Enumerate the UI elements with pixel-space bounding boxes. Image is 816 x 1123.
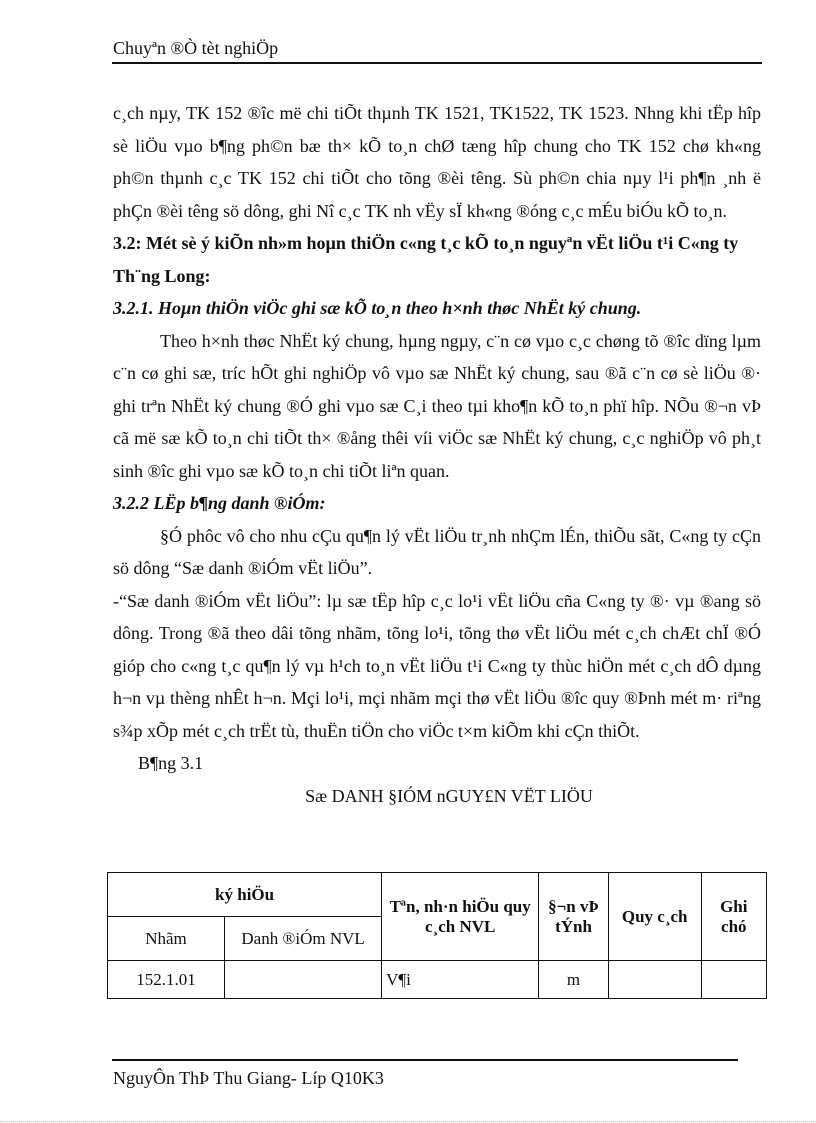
header-ten-nvl: Tªn, nh·n hiÖu quy c¸ch NVL: [382, 873, 539, 961]
section-heading-3-2-2: 3.2.2 LËp b¶ng danh ®iÓm:: [113, 493, 326, 513]
section-heading-3-2: 3.2: Mét sè ý kiÕn nh»m hoµn thiÖn c«ng t¸c kÕ to¸n nguyªn vËt liÖu t¹i C«ng ty Th¨ng Long:: [113, 233, 739, 286]
cell-nhom: 152.1.01: [108, 961, 225, 999]
cell-ghi-chu: [701, 961, 766, 999]
table-label: B¶ng 3.1: [138, 753, 204, 773]
section-heading-3-2-1: 3.2.1. Hoµn thiÖn viÖc ghi sæ kÕ to¸n theo h×nh thøc NhËt ký chung.: [113, 298, 642, 318]
paragraph-catalog-definition: -“Sæ danh ®iÓm vËt liÖu”: lµ sæ tËp hîp c¸c lo¹i vËt liÖu cña C«ng ty ®· vµ ®ang sö dông. Trong ®ã theo dâi tõng nhãm, tõng lo¹i, tõng thø vËt liÖu mét c¸ch chÆt chÏ ®Ó gióp cho c«ng t¸c qu¶n lý vµ h¹ch to¸n vËt liÖu t¹i C«ng ty thùc hiÖn mét c¸ch dÔ dµng h¬n vµ thèng nhÊt h¬n. Mçi lo¹i, mçi nhãm mçi thø vËt liÖu ®îc quy ®Þnh mét m· riªng s¾p xÕp mét c¸ch trËt tù, thuËn tiÖn cho viÖc t×m kiÕm khi cÇn thiÕt.: [113, 590, 761, 741]
table-row: [108, 961, 767, 999]
header-ky-hieu: ký hiÖu: [108, 873, 382, 917]
cell-danh-diem: [225, 961, 382, 999]
document-body: [113, 97, 761, 812]
cell-don-vi: m: [539, 961, 609, 999]
page-header: Chuyªn ®Ò tèt nghiÖp: [113, 38, 279, 58]
header-quy-cach: Quy c¸ch: [608, 873, 701, 961]
cell-quy-cach: [608, 961, 701, 999]
footer-divider: [112, 1059, 738, 1061]
header-don-vi: §¬n vÞ tÝnh: [539, 873, 609, 961]
page-bottom-edge: [0, 1121, 816, 1122]
header-ghi-chu: Ghi chó: [701, 873, 766, 961]
header-nhom: Nhãm: [108, 917, 225, 961]
cell-ten: V¶i: [382, 961, 539, 999]
paragraph-intro: c¸ch nµy, TK 152 ®îc më chi tiÕt thµnh TK 1521, TK1522, TK 1523. Nhng khi tËp hîp sè liÖu vµo b¶ng ph©n bæ th× kÕ to¸n chØ tæng hîp chung cho TK 152 chø kh«ng ph©n thµnh c¸c TK 152 chi tiÕt cho tõng ®èi têng. Sù ph©n chia nµy l¹i ph¶n ¸nh ë phÇn ®èi têng sö dông, ghi Nî c¸c TK nh vËy sÏ kh«ng ®óng c¸c mÉu biÓu kÕ to¸n.: [113, 103, 761, 221]
page-footer: NguyÔn ThÞ Thu Giang- Líp Q10K3: [113, 1068, 384, 1088]
header-divider: [112, 62, 762, 64]
header-danh-diem: Danh ®iÓm NVL: [225, 917, 382, 961]
material-catalog-table: [107, 872, 767, 999]
paragraph-journal: Theo h×nh thøc NhËt ký chung, hµng ngµy, c¨n cø vµo c¸c chøng tõ ®îc dïng lµm c¨n cø ghi sæ, tríc hÕt ghi nghiÖp vô vµo sæ NhËt ký chung, sau ®ã c¨n cø sè liÖu ®· ghi trªn NhËt ký chung ®Ó ghi vµo sæ C¸i theo tµi kho¶n kÕ to¸n phï hîp. NÕu ®¬n vÞ cã më sæ kÕ to¸n chi tiÕt th× ®ång thêi víi viÖc sæ NhËt ký chung, c¸c nghiÖp vô ph¸t sinh ®îc ghi vµo sæ kÕ to¸n chi tiÕt liªn quan.: [113, 330, 761, 481]
table-title: Sæ DANH §IÓM nGUY£N VËT LIÖU: [305, 785, 593, 806]
paragraph-catalog-need: §Ó phôc vô cho nhu cÇu qu¶n lý vËt liÖu tr¸nh nhÇm lÉn, thiÕu sãt, C«ng ty cÇn sö dông “Sæ danh ®iÓm vËt liÖu”.: [113, 525, 761, 578]
